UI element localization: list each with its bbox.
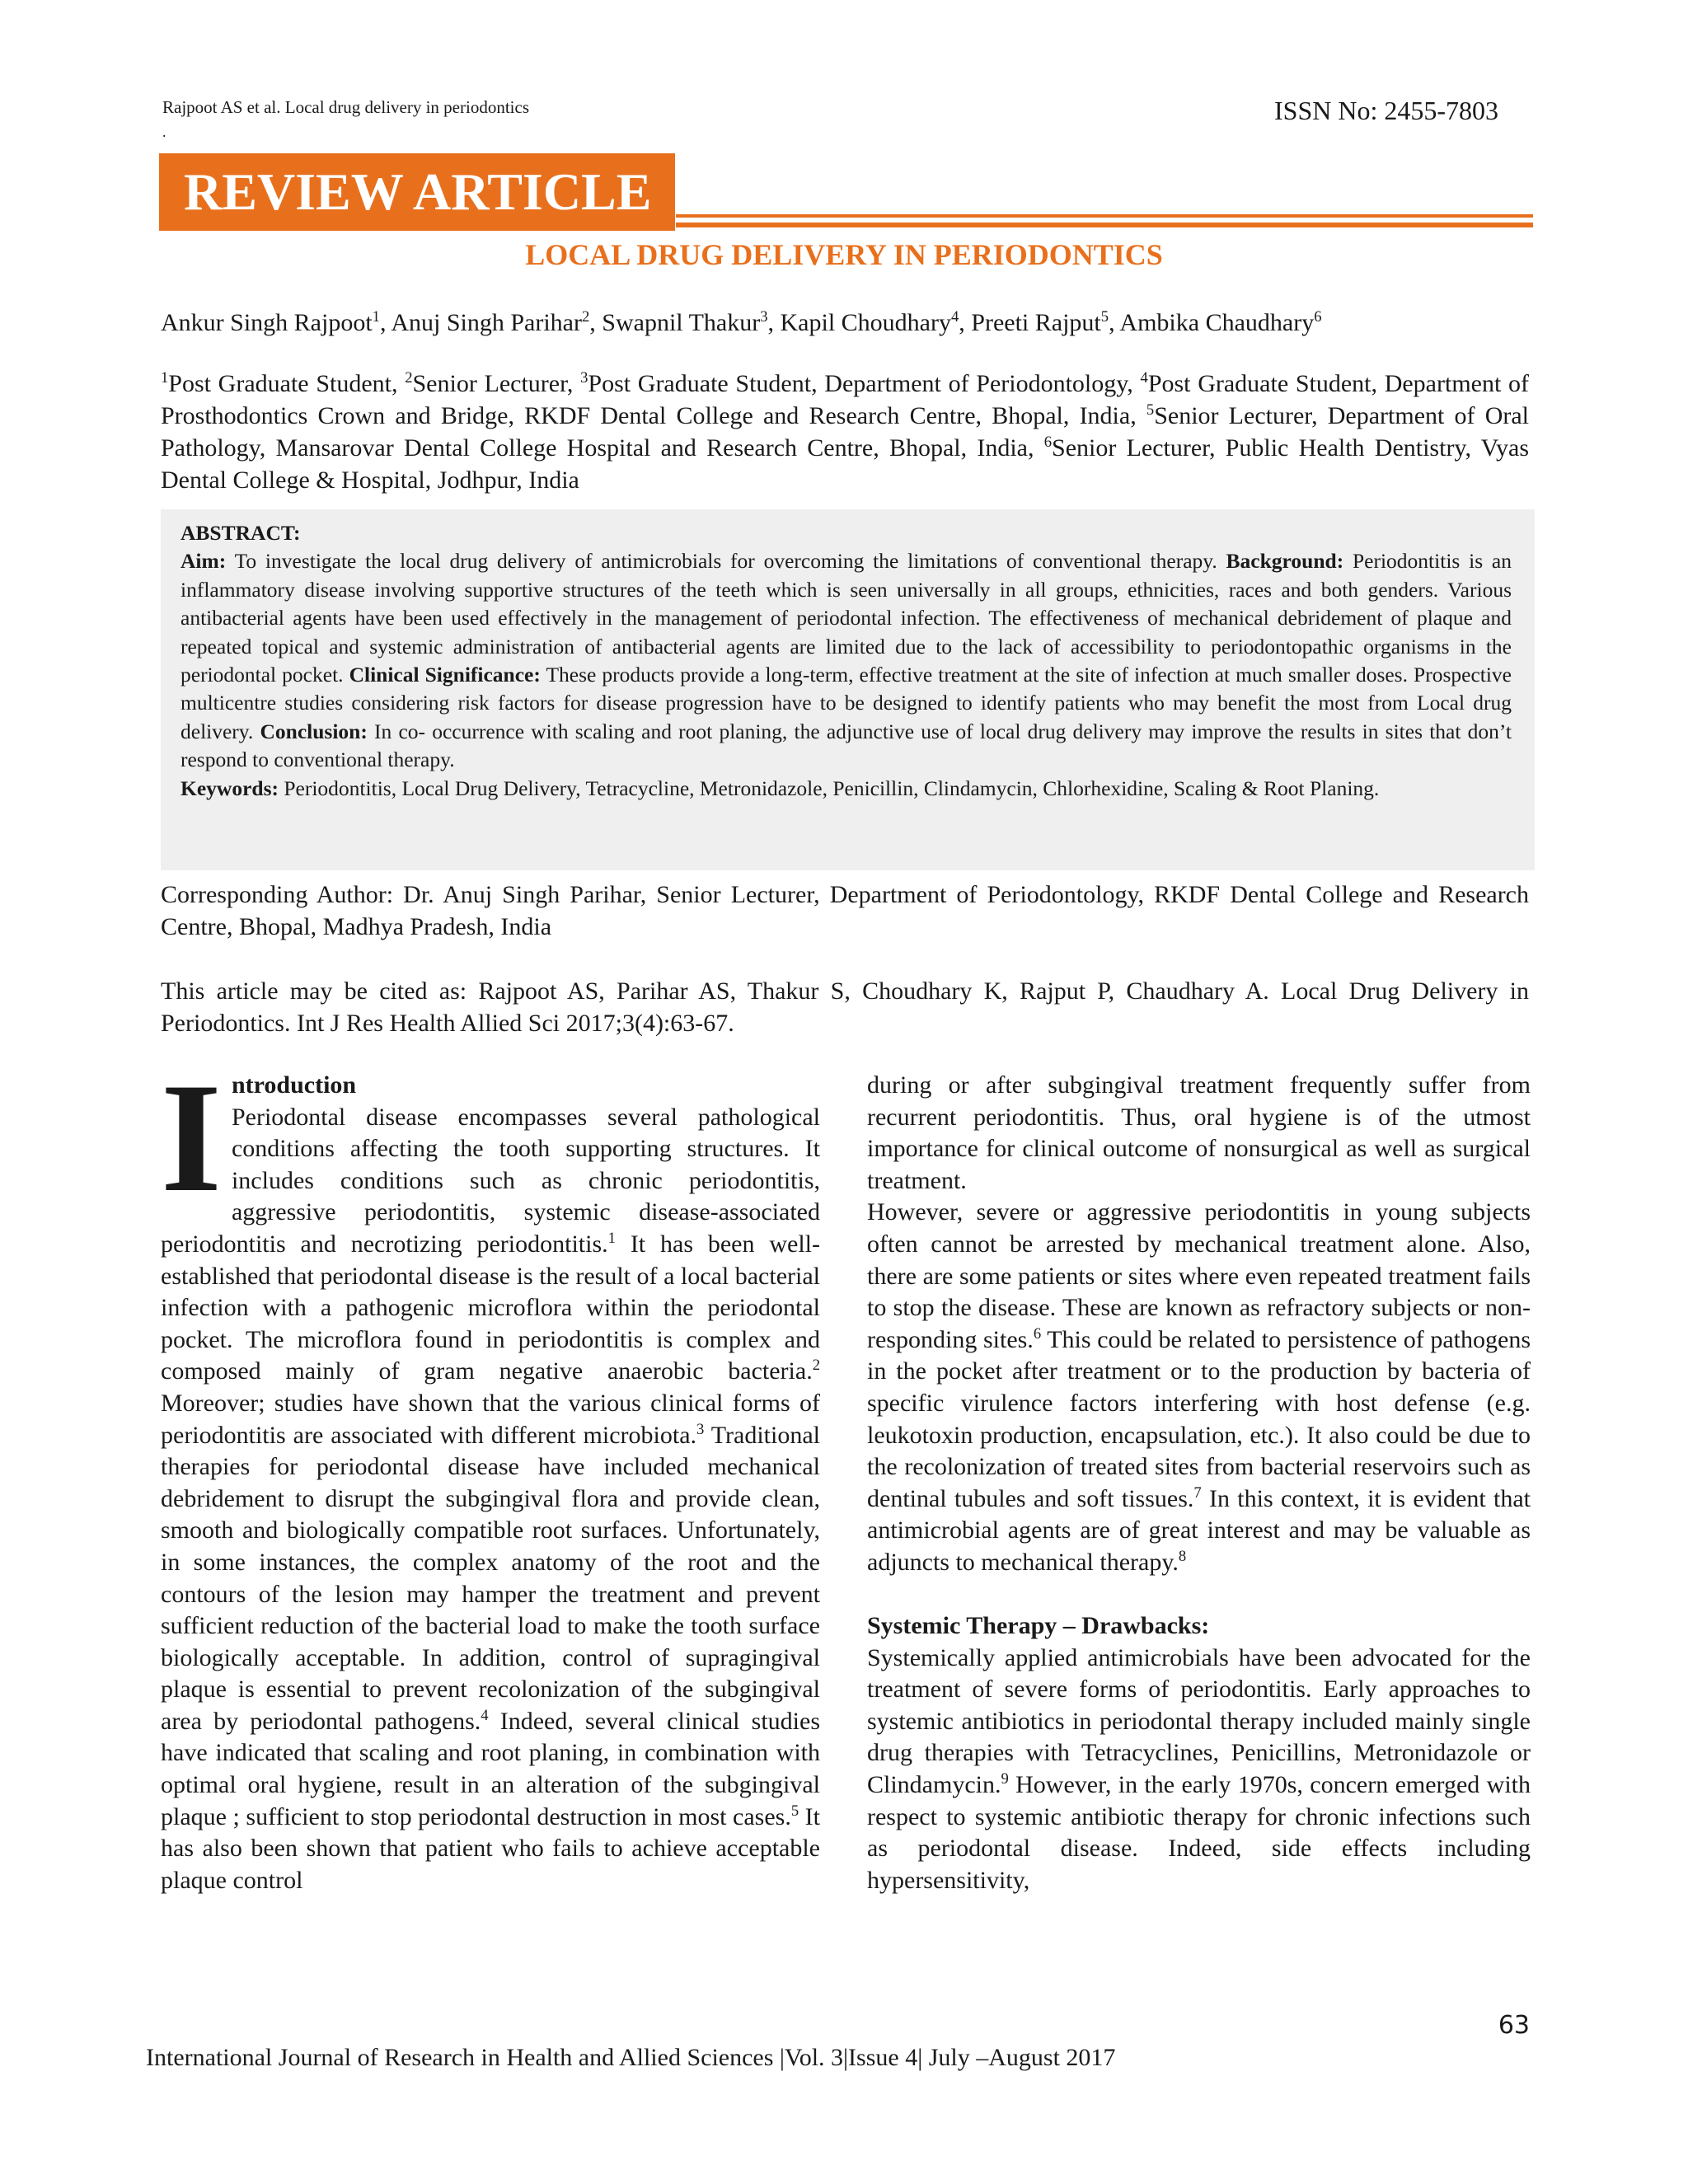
body-paragraph: during or after subgingival treatment frequently suffer from recurrent periodontitis. Thus, oral hygiene is of the utmost importance for clinical outcome of nonsurgical as well as surgical treatment. — [867, 1071, 1531, 1194]
affil-text: Senior Lecturer, Department of Oral Pathology, Mansarovar Dental College Hospital and Research Centre, Bhopal, India, — [161, 402, 1529, 462]
citation-sup: 1 — [607, 1229, 616, 1247]
body-text: This could be related to persistence of pathogens in the pocket after treatment or to the production by bacteria of specific virulence factors interfering with host defense (e.g. leukotoxin production, encapsulation, etc.). It also could be due to the recolonization of treated sites from bacterial reservoirs such as dentinal tubules and soft tissues. — [867, 1325, 1531, 1512]
intro-text: Traditional therapies for periodontal disease have included mechanical debridement to disrupt the subgingival flora and provide clean, smooth and biologically compatible root surfaces. Unfortunately, in some instances, the complex anatomy of the root and the contours of the lesion may hamper the treatment and prevent sufficient reduction of the bacterial load to make the tooth surface biologically acceptable. In addition, control of supragingival plaque is essential to prevent recolonization of the subgingival area by periodontal pathogens. — [161, 1421, 820, 1735]
citation-sup: 9 — [1001, 1770, 1009, 1788]
article-title: LOCAL DRUG DELIVERY IN PERIODONTICS — [525, 238, 1163, 271]
author-sup: 1 — [372, 308, 380, 326]
aim-label: Aim: — [181, 549, 227, 574]
affil-text: Post Graduate Student, Department of Prosthodontics Crown and Bridge, RKDF Dental College and Research Centre, Bhopal, India, — [161, 370, 1529, 429]
citation-sup: 8 — [1178, 1547, 1187, 1565]
intro-paragraph — [161, 1102, 820, 1897]
abstract-body — [181, 547, 1512, 774]
author: Ankur Singh Rajpoot — [161, 309, 373, 336]
running-head-dot: . — [162, 124, 166, 140]
citation-sup: 4 — [481, 1706, 489, 1724]
body-text: Systemically applied antimicrobials have been advocated for the treatment of severe forms of periodontitis. Early approaches to systemic antibiotics in periodontal therapy included mainly single drug therapies with Tetracyclines, Penicillins, Metronidazole or Clindamycin. — [867, 1643, 1531, 1799]
journal-footer: International Journal of Research in Health and Allied Sciences |Vol. 3|Issue 4| July –August 2017 — [146, 2044, 1116, 2071]
conclusion-text: In co- occurrence with scaling and root planing, the adjunctive use of local drug delivery may improve the results in sites that don’t respond to conventional therapy. — [181, 719, 1512, 772]
citation-sup: 3 — [696, 1420, 705, 1438]
running-head: Rajpoot AS et al. Local drug delivery in periodontics — [162, 97, 529, 117]
body-paragraph — [867, 1197, 1531, 1578]
keywords-label: Keywords: — [181, 776, 279, 800]
affil-text: Post Graduate Student, Department of Periodontology, — [588, 370, 1141, 397]
affil-text: Post Graduate Student, — [168, 370, 406, 397]
background-text: Periodontitis is an inflammatory disease involving supportive structures of the teeth which is seen universally in all groups, ethnicities, races and both genders. Various antibacterial agents have been used effectively in the management of periodontal infection. The effectiveness of mechanical debridement of plaque and repeated topical and systemic administration of antibacterial agents are limited due to the lack of accessibility to periodontopathic organisms in the periodontal pocket. — [181, 549, 1512, 687]
author-sup: 2 — [581, 308, 590, 326]
author: Anuj Singh Parihar — [391, 309, 582, 336]
affil-sup: 3 — [580, 369, 588, 387]
affil-text: Senior Lecturer, Public Health Dentistry, Vyas Dental College & Hospital, Jodhpur, India — [161, 434, 1530, 494]
author: Preeti Rajput — [971, 309, 1101, 336]
citation-sup: 7 — [1193, 1483, 1202, 1502]
affil-sup: 4 — [1140, 369, 1148, 387]
significance-label: Clinical Significance: — [349, 663, 541, 687]
keywords — [181, 775, 1512, 803]
affil-text: Senior Lecturer, — [412, 370, 581, 397]
article-type-banner: REVIEW ARTICLE — [159, 153, 675, 231]
author: Kapil Choudhary — [780, 309, 951, 336]
abstract-box — [161, 509, 1535, 870]
author-sup: 5 — [1100, 308, 1109, 326]
intro-heading: ntroduction — [231, 1071, 357, 1099]
intro-text: It has been well-established that periodontal disease is the result of a local bacterial infection with a pathogenic microflora within the periodontal pocket. The microflora found in periodontitis is complex and composed mainly of gram negative anaerobic bacteria. — [161, 1230, 820, 1385]
conclusion-label: Conclusion: — [260, 719, 368, 743]
corresponding-author: Corresponding Author: Dr. Anuj Singh Parihar, Senior Lecturer, Department of Periodontology, RKDF Dental College and Research Centre, Bhopal, Madhya Pradesh, India — [161, 881, 1529, 940]
section-heading: Systemic Therapy – Drawbacks: — [867, 1612, 1210, 1640]
banner-rule-thick — [676, 223, 1533, 227]
intro-text: Periodontal disease encompasses several pathological conditions affecting the tooth supporting structures. It includes conditions such as chronic periodontitis, aggressive periodontitis, systemic disease-associated periodontitis and necrotizing periodontitis. — [161, 1103, 820, 1258]
intro-text: Moreover; studies have shown that the various clinical forms of periodontitis are associated with different microbiota. — [161, 1389, 820, 1449]
affil-sup: 5 — [1146, 401, 1155, 419]
issn-number: ISSN No: 2455-7803 — [1273, 96, 1498, 125]
citation-sup: 5 — [790, 1802, 799, 1820]
affil-sup: 2 — [405, 369, 413, 387]
intro-text: It has also been shown that patient who fails to achieve acceptable plaque control — [161, 1802, 821, 1894]
keywords-text: Periodontitis, Local Drug Delivery, Tetracycline, Metronidazole, Penicillin, Clindamycin, Chlorhexidine, Scaling & Root Planing. — [278, 776, 1380, 800]
background-label: Background: — [1226, 549, 1344, 574]
author-sup: 3 — [760, 308, 768, 326]
page-number: 63 — [1498, 2011, 1530, 2040]
body-text: However, severe or aggressive periodontitis in young subjects often cannot be arrested by mechanical treatment alone. Also, there are some patients or sites where even repeated treatment fails to stop the disease. These are known as refractory subjects or non-responding sites. — [867, 1198, 1531, 1353]
body-text: However, in the early 1970s, concern emerged with respect to systemic antibiotic therapy for chronic infections such as periodontal disease. Indeed, side effects including hypersensitivity, — [867, 1771, 1531, 1894]
significance-text: These products provide a long-term, effective treatment at the site of infection at much smaller doses. Prospective multicentre studies considering risk factors for disease progression have to be designed to identify patients who may benefit the most from Local drug delivery. — [181, 663, 1512, 743]
author: Ambika Chaudhary — [1119, 309, 1315, 336]
banner-rule-thin — [676, 214, 1533, 218]
right-column — [867, 1070, 1531, 1896]
affiliations — [161, 368, 1529, 496]
dropcap-letter: I — [161, 1052, 222, 1225]
citation: This article may be cited as: Rajpoot AS, Parihar AS, Thakur S, Choudhary K, Rajput P, Chaudhary A. Local Drug Delivery in Periodontics. Int J Res Health Allied Sci 2017;3(4):63-67. — [161, 977, 1529, 1037]
affil-sup: 6 — [1043, 434, 1053, 451]
author: Swapnil Thakur — [602, 309, 761, 336]
author-list: Ankur Singh Rajpoot$^1$, Anuj Singh Parihar$^2$, Swapnil Thakur$^3$, Kapil Choudhary$^4$, Preeti Rajput$^5$, Ambika Chaudhary$^6$ — [161, 308, 1322, 336]
affil-sup: 1 — [161, 369, 169, 387]
body-text: In this context, it is evident that antimicrobial agents are of great interest and may be valuable as adjuncts to mechanical therapy. — [867, 1484, 1531, 1576]
aim-text: To investigate the local drug delivery of antimicrobials for overcoming the limitations of conventional therapy. — [226, 549, 1226, 574]
body-paragraph — [867, 1643, 1531, 1897]
author-sup: 6 — [1314, 308, 1322, 326]
intro-text: Indeed, several clinical studies have indicated that scaling and root planing, in combination with optimal oral hygiene, result in an alteration of the subgingival plaque ; sufficient to stop periodontal destruction in most cases. — [161, 1707, 820, 1830]
abstract-heading: ABSTRACT: — [181, 521, 301, 545]
author-sup: 4 — [950, 308, 959, 326]
citation-sup: 6 — [1033, 1324, 1042, 1343]
citation-sup: 2 — [812, 1357, 820, 1375]
left-column — [161, 1052, 821, 1896]
